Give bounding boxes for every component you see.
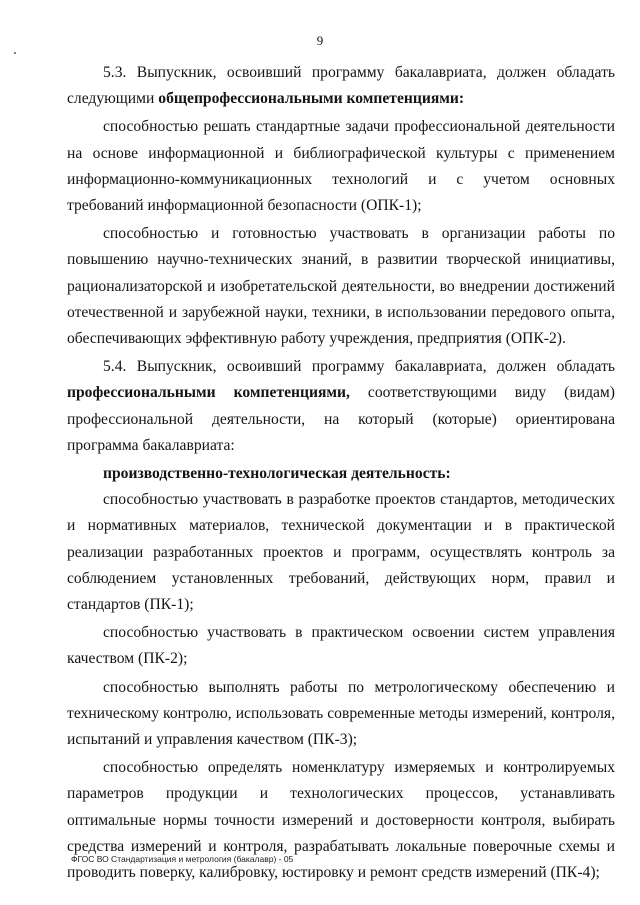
section-5-3-intro-bold: общепрофессиональными компетенциями: [158,90,465,108]
page-number: 9 [316,33,324,48]
document-body [67,60,615,886]
competency-pk-2: способностью участвовать в практическом освоении систем управления качеством (ПК-2); [67,624,615,668]
competency-opk-2: способностью и готовностью участвовать в организации работы по повышению научно-технических знаний, в развитии творческой инициативы, рационализаторской и изобретательской деятельности, во внедрении достижений отечественной и зарубежной науки, техники, в использовании передового опыта, обеспечивающих эффективную работу учреждения, предприятия (ОПК-2). [67,225,615,348]
section-5-3-intro-text: 5.3. Выпускник, освоивший программу бакалавриата, должен обладать следующими [67,64,615,108]
activity-heading [67,461,615,487]
competency-pk-3: способностью выполнять работы по метрологическому обеспечению и техническому контролю, использовать современные методы измерений, контроля, испытаний и управления качеством (ПК-3); [67,678,615,749]
activity-heading-text: производственно-технологическая деятельность: [103,465,451,483]
section-5-4-intro-bold: профессиональными компетенциями, [67,384,350,402]
scan-speck [14,52,16,54]
competency-opk-1: способностью решать стандартные задачи профессиональной деятельности на основе информационной и библиографической культуры с применением информационно-коммуникационных технологий и с учетом основных требований информационной безопасности (ОПК-1); [67,118,615,215]
competency-pk-1: способностью участвовать в разработке проектов стандартов, методических и нормативных материалов, технической документации и в практической реализации разработанных проектов и программ, осуществлять контроль за соблюдением установленных требований, действующих норм, правил и стандартов (ПК-1); [67,491,615,614]
competency-pk-4: способностью определять номенклатуру измеряемых и контролируемых параметров продукции и технологических процессов, устанавливать оптимальные нормы точности измерений и достоверности контроля, выбирать средства измерений и контроля, разрабатывать локальные поверочные схемы и проводить поверку, калибровку, юстировку и ремонт средств измерений (ПК-4); [67,759,615,882]
section-5-4-intro-text: 5.4. Выпускник, освоивший программу бакалавриата, должен обладать [103,358,615,376]
section-5-4-intro-rest: соответствующими виду (видам) профессиональной деятельности, на который (которые) ориентирована программа бакалавриата: [67,384,615,454]
document-footer: ФГОС ВО Стандартизация и метрология (бакалавр) - 05 [71,854,294,864]
section-5-3-intro [67,60,615,112]
section-5-4-intro [67,354,615,459]
